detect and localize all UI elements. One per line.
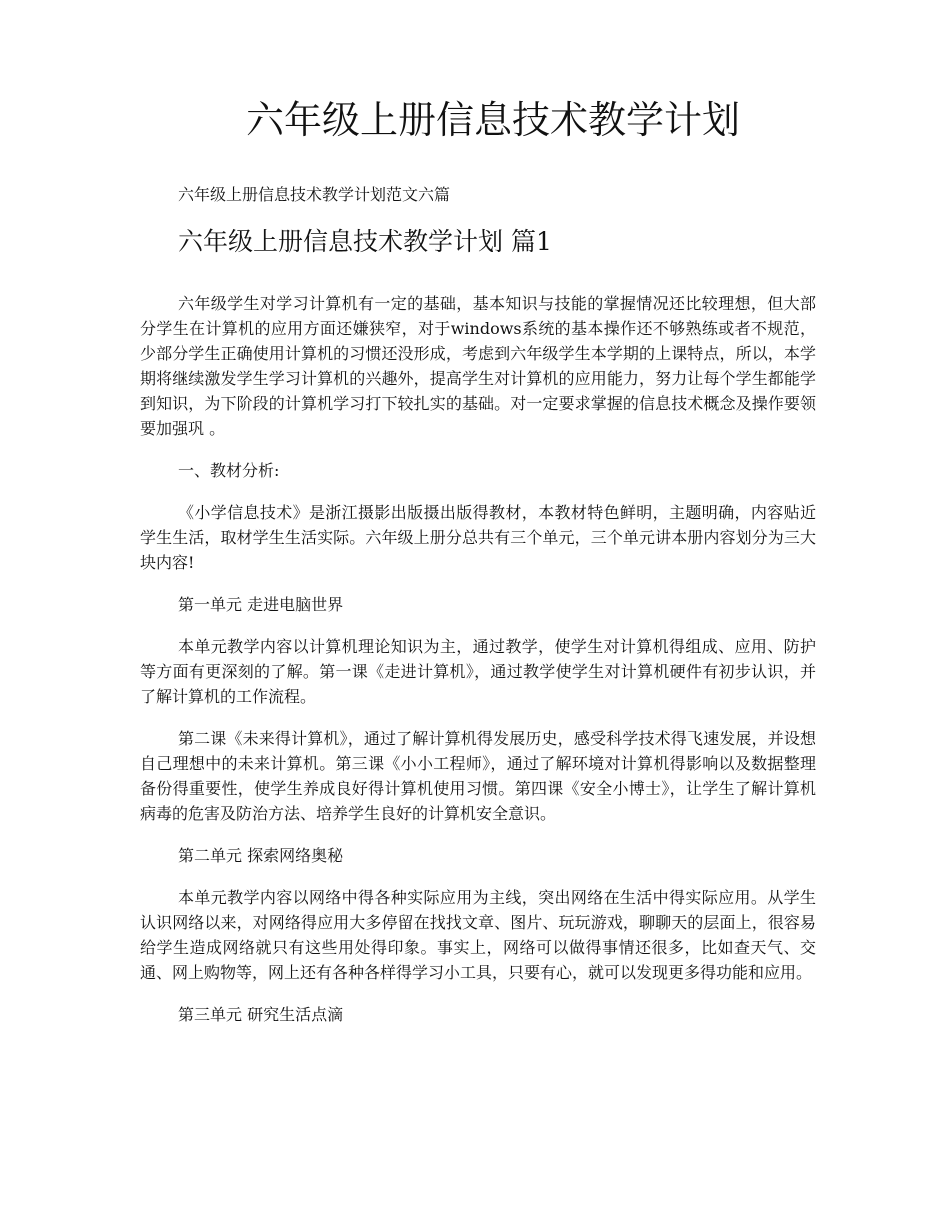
heading-textbook-analysis: 一、教材分析: — [178, 461, 280, 480]
paragraph-intro: 六年级学生对学习计算机有一定的基础，基本知识与技能的掌握情况还比较理想，但大部分学生在计算机的应用方面还嫌狭窄，对于windows系统的基本操作还不够熟练或者不规范，少部分学生正确使用计算机的习惯还没形成，考虑到六年级学生本学期的上课特点，所以，本学期将继续激发学生学习计算机的兴趣外，提高学生对计算机的应用能力，努力让每个学生都能学到知识，为下阶段的计算机学习打下较扎实的基础。对一定要求掌握的信息技术概念及操作要领要加强巩 。 — [140, 294, 816, 438]
paragraph-unit-1-overview: 本单元教学内容以计算机理论知识为主，通过教学，使学生对计算机得组成、应用、防护等方面有更深刻的了解。第一课《走进计算机》，通过教学使学生对计算机硬件有初步认识，并了解计算机的工作流程。 — [140, 637, 816, 706]
heading-unit-1: 第一单元 走进电脑世界 — [178, 595, 344, 614]
paragraph-unit-2-overview: 本单元教学内容以网络中得各种实际应用为主线，突出网络在生活中得实际应用。从学生认识网络以来，对网络得应用大多停留在找找文章、图片、玩玩游戏，聊聊天的层面上，很容易给学生造成网络就只有这些用处得印象。事实上，网络可以做得事情还很多，比如查天气、交通、网上购物等，网上还有各种各样得学习小工具，只要有心，就可以发现更多得功能和应用。 — [140, 888, 816, 982]
document-body — [140, 291, 816, 1044]
heading-unit-3: 第三单元 研究生活点滴 — [178, 1005, 344, 1024]
section-heading: 六年级上册信息技术教学计划 篇1 — [178, 227, 552, 256]
heading-unit-2: 第二单元 探索网络奥秘 — [178, 846, 344, 865]
paragraph-unit-1-lessons: 第二课《未来得计算机》，通过了解计算机得发展历史，感受科学技术得飞速发展，并设想自己理想中的未来计算机。第三课《小小工程师》，通过了解环境对计算机得影响以及数据整理备份得重要性，使学生养成良好得计算机使用习惯。第四课《安全小博士》，让学生了解计算机病毒的危害及防治方法、培养学生良好的计算机安全意识。 — [140, 729, 816, 823]
document-subtitle: 六年级上册信息技术教学计划范文六篇 — [178, 185, 451, 204]
document-title: 六年级上册信息技术教学计划 — [245, 98, 740, 142]
paragraph-textbook: 《小学信息技术》是浙江摄影出版摄出版得教材，本教材特色鲜明，主题明确，内容贴近学生生活，取材学生生活实际。六年级上册分总共有三个单元，三个单元讲本册内容划分为三大块内容! — [140, 503, 816, 572]
